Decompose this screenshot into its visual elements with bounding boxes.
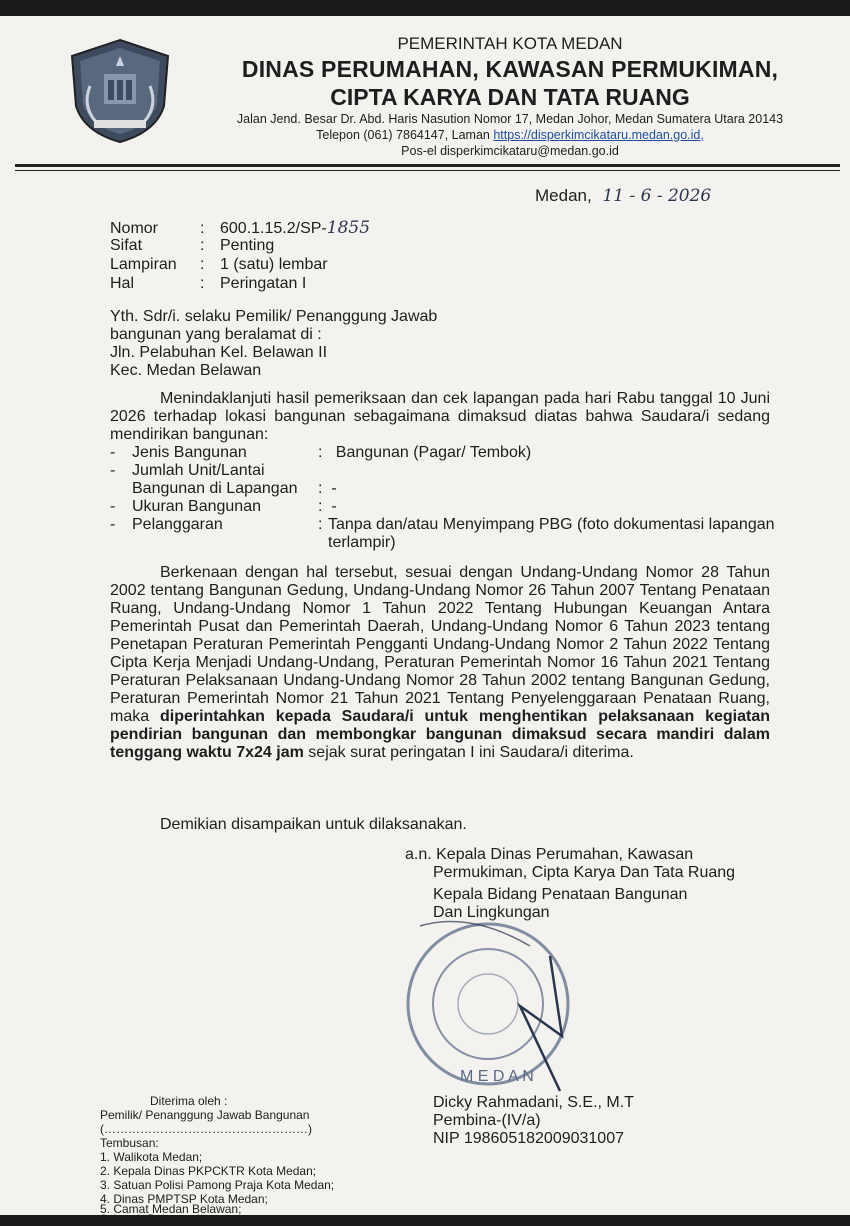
stamp-text: M E D A N — [460, 1068, 534, 1085]
meta-row-lampiran: Lampiran : 1 (satu) lembar — [110, 256, 328, 273]
cc-item: 3. Satuan Polisi Pamong Praja Kota Medan; — [100, 1178, 335, 1192]
list-item-bangunan-lapangan: Bangunan di Lapangan : - — [132, 480, 337, 497]
signature-line: Permukiman, Cipta Karya Dan Tata Ruang — [433, 864, 736, 881]
date-place: Medan, — [535, 186, 592, 205]
received-role: Pemilik/ Penanggung Jawab Bangunan — [100, 1108, 310, 1122]
recipient-line: Yth. Sdr/i. selaku Pemilik/ Penanggung Jawab — [110, 308, 438, 325]
signer-nip: NIP 198605182009031007 — [433, 1130, 624, 1147]
header-phone: Telepon (061) 7864147, Laman — [316, 128, 494, 142]
header-address: Jalan Jend. Besar Dr. Abd. Haris Nasution Nomor 17, Medan Johor, Medan Sumatera Utara 20143 — [236, 112, 784, 126]
instruction-bold: diperintahkan kepada Saudara/i untuk menghentikan pelaksanaan kegiatan pendirian bangunan dan membongkar bangunan dimaksud secara mandiri dalam tenggang waktu 7x24 jam — [110, 708, 770, 761]
header-agency-line2: CIPTA KARYA DAN TATA RUANG — [330, 84, 690, 110]
recipient-line: Jln. Pelabuhan Kel. Belawan II — [110, 344, 328, 361]
meta-row-nomor: Nomor : 600.1.15.2/SP-1855 — [110, 218, 371, 238]
letter-date — [535, 186, 711, 206]
list-item-jumlah: - Jumlah Unit/Lantai — [110, 462, 265, 479]
signature-line: a.n. Kepala Dinas Perumahan, Kawasan — [405, 846, 694, 863]
meta-row-hal: Hal : Peringatan I — [110, 275, 307, 292]
city-emblem-logo — [60, 36, 180, 146]
cc-item: 6. Lurah Belawan II. — [100, 1212, 207, 1226]
cc-item: 1. Walikota Medan; — [100, 1150, 203, 1164]
closing-sentence: Demikian disampaikan untuk dilaksanakan. — [160, 816, 467, 833]
list-item-pelanggaran: - Pelanggaran : Tanpa dan/atau Menyimpang PBG (foto dokumentasi lapangan terlampir) — [110, 516, 775, 551]
paragraph-instruction: Berkenaan dengan hal tersebut, sesuai dengan Undang-Undang Nomor 28 Tahun 2002 tentang Bangunan Gedung, Undang-Undang Nomor 26 Tahun 2007 Tentang Penataan Ruang, Undang-Undang Nomor 1 Tahun 2022 Tentang Hubungan Keuangan Antara Pemerintah Pusat dan Pemerintah Daerah, Undang-Undang Nomor 6 Tahun 2023 tentang Penetapan Peraturan Pemerintah Pengganti Undang-Undang Nomor 2 Tahun 2022 Tentang Cipta Kerja Menjadi Undang-Undang, Peraturan Pemerintah Nomor 16 Tahun 2021 Tentang Peraturan Pelaksanaan Undang-Undang Nomor 28 Tahun 2002 tentang Bangunan Gedung, Peraturan Pemerintah Nomor 21 Tahun 2021 Tentang Penyelenggaraan Penataan Ruang, maka diperintahkan kepada Saudara/i untuk menghentikan pelaksanaan kegiatan pendirian bangunan dan membongkar bangunan dimaksud secara mandiri dalam tenggang waktu 7x24 jam sejak surat peringatan I ini Saudara/i diterima. — [110, 564, 770, 761]
header-agency-line1: DINAS PERUMAHAN, KAWASAN PERMUKIMAN, — [241, 56, 779, 82]
date-handwritten: 11 - 6 - 2026 — [602, 186, 712, 206]
recipient-line: bangunan yang beralamat di : — [110, 326, 322, 343]
header-government: PEMERINTAH KOTA MEDAN — [397, 34, 623, 53]
received-blank: (……………………………………………) — [100, 1122, 312, 1136]
cc-item: 5. Camat Medan Belawan; — [100, 1202, 242, 1216]
signature-line: Kepala Bidang Penataan Bangunan — [433, 886, 688, 903]
recipient-line: Kec. Medan Belawan — [110, 362, 262, 379]
paragraph-intro: Menindaklanjuti hasil pemeriksaan dan cek lapangan pada hari Rabu tanggal 10 Juni 2026 terhadap lokasi bangunan sebagaimana dimaksud diatas bahwa Saudara/i sedang mendirikan bangunan: — [110, 390, 770, 443]
header-divider-thin — [15, 170, 840, 171]
list-item-ukuran: - Ukuran Bangunan : - — [110, 498, 337, 515]
signer-rank: Pembina-(IV/a) — [433, 1112, 541, 1129]
official-stamp — [400, 916, 575, 1091]
cc-item: 2. Kepala Dinas PKPCKTR Kota Medan; — [100, 1164, 317, 1178]
list-item-jenis: - Jenis Bangunan : Bangunan (Pagar/ Tembok) — [110, 444, 532, 461]
header-email: Pos-el disperkimcikataru@medan.go.id — [401, 144, 619, 158]
header-contact — [180, 128, 840, 142]
received-label: Diterima oleh : — [150, 1094, 228, 1108]
header-divider-thick — [15, 164, 840, 167]
cc-item: 4. Dinas PMPTSP Kota Medan; — [100, 1192, 268, 1206]
header-website-link[interactable]: https://disperkimcikataru.medan.go.id, — [493, 128, 704, 142]
cc-title: Tembusan: — [100, 1136, 159, 1150]
signature-line: Dan Lingkungan — [433, 904, 550, 921]
meta-row-sifat: Sifat : Penting — [110, 237, 275, 254]
signer-name: Dicky Rahmadani, S.E., M.T — [433, 1094, 634, 1111]
letter-page — [0, 16, 850, 1226]
